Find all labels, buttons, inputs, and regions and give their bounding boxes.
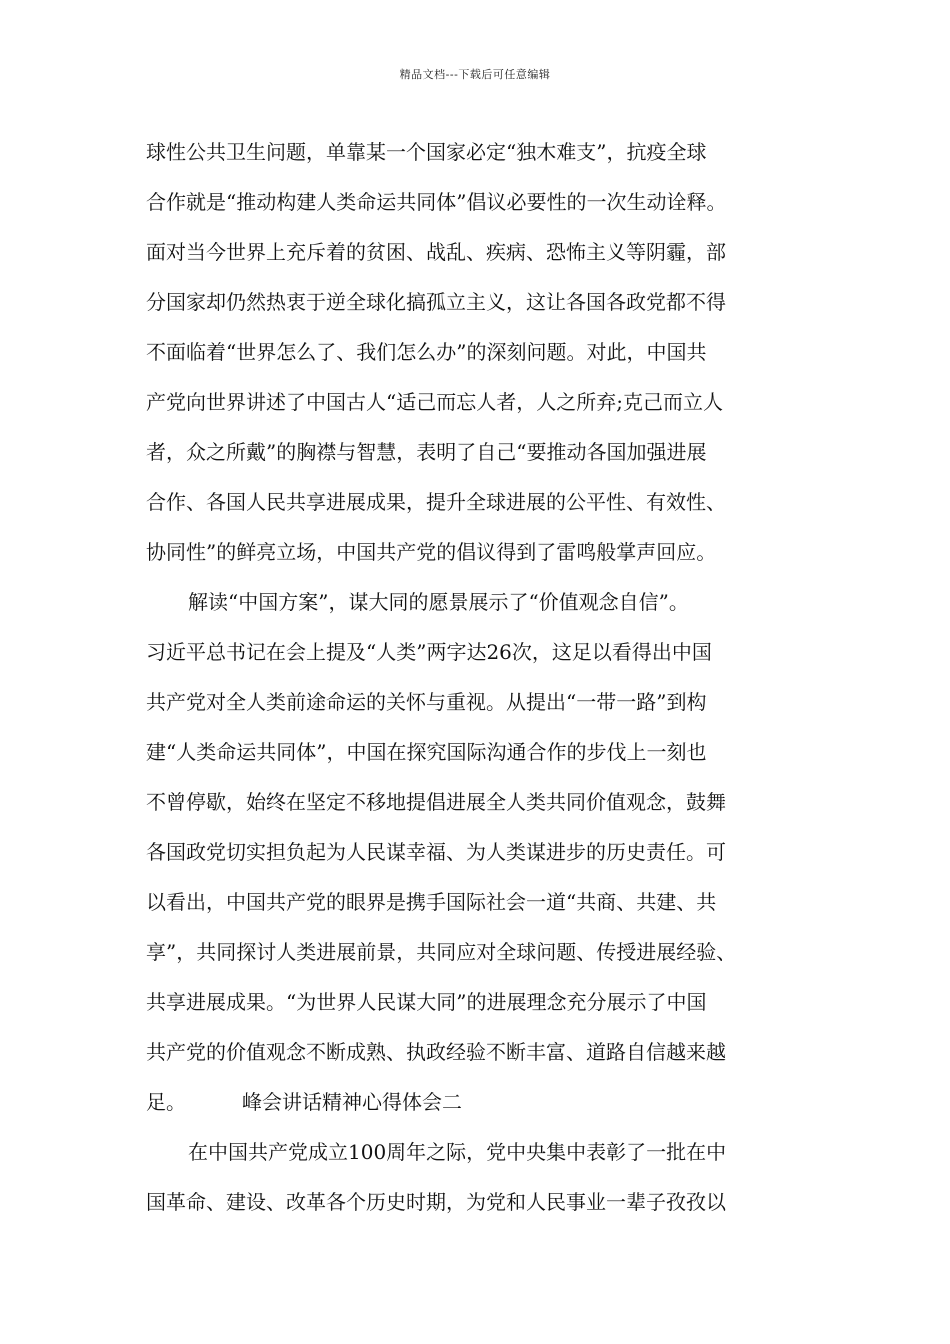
text-line: 面对当今世界上充斥着的贫困、战乱、疾病、恐怖主义等阴霾，部: [146, 240, 726, 264]
text-line: 球性公共卫生问题，单靠某一个国家必定“独木难支”，抗疫全球: [146, 140, 707, 164]
text-line: 共产党的价值观念不断成熟、执政经验不断丰富、道路自信越来越: [146, 1040, 726, 1064]
page-header: 精品文档---下载后可任意编辑: [399, 68, 551, 81]
document-body: [146, 134, 836, 1234]
text-line: 者，众之所戴”的胸襟与智慧，表明了自己“要推动各国加强进展: [146, 440, 707, 464]
text-line: 以看出，中国共产党的眼界是携手国际社会一道“共商、共建、共: [146, 890, 717, 914]
text-line: 分国家却仍然热衷于逆全球化搞孤立主义，这让各国各政党都不得: [146, 290, 726, 314]
paragraph-start-line: 在中国共产党成立100周年之际，党中央集中表彰了一批在中: [188, 1140, 727, 1164]
text-line: 产党向世界讲述了中国古人“适己而忘人者，人之所弃;克己而立人: [146, 390, 723, 414]
text-line: 协同性”的鲜亮立场，中国共产党的倡议得到了雷鸣般掌声回应。: [146, 540, 717, 564]
text-line: 享”，共同探讨人类进展前景，共同应对全球问题、传授进展经验、: [146, 940, 737, 964]
mixed-line: [146, 1084, 836, 1134]
text-line: 共产党对全人类前途命运的关怀与重视。从提出“一带一路”到构: [146, 690, 707, 714]
text-line: 共享进展成果。“为世界人民谋大同”的进展理念充分展示了中国: [146, 990, 707, 1014]
text-line: 不曾停歇，始终在坚定不移地提倡进展全人类共同价值观念，鼓舞: [146, 790, 726, 814]
paragraph-start-line: 解读“中国方案”，谋大同的愿景展示了“价值观念自信”。: [188, 590, 689, 614]
text-line: 不面临着“世界怎么了、我们怎么办”的深刻问题。对此，中国共: [146, 340, 707, 364]
text-line: 各国政党切实担负起为人民谋幸福、为人类谋进步的历史责任。可: [146, 840, 726, 864]
text-line: 合作、各国人民共享进展成果，提升全球进展的公平性、有效性、: [146, 490, 726, 514]
text-line: 习近平总书记在会上提及“人类”两字达26次，这足以看得出中国: [146, 640, 712, 664]
text-line: 建“人类命运共同体”，中国在探究国际沟通合作的步伐上一刻也: [146, 740, 707, 764]
paragraph-end-text: 足。: [146, 1090, 186, 1114]
text-line: 合作就是“推动构建人类命运共同体”倡议必要性的一次生动诠释。: [146, 190, 727, 214]
section-title: 峰会讲话精神心得体会二: [242, 1090, 462, 1114]
text-line: 国革命、建设、改革各个历史时期，为党和人民事业一辈子孜孜以: [146, 1190, 726, 1214]
